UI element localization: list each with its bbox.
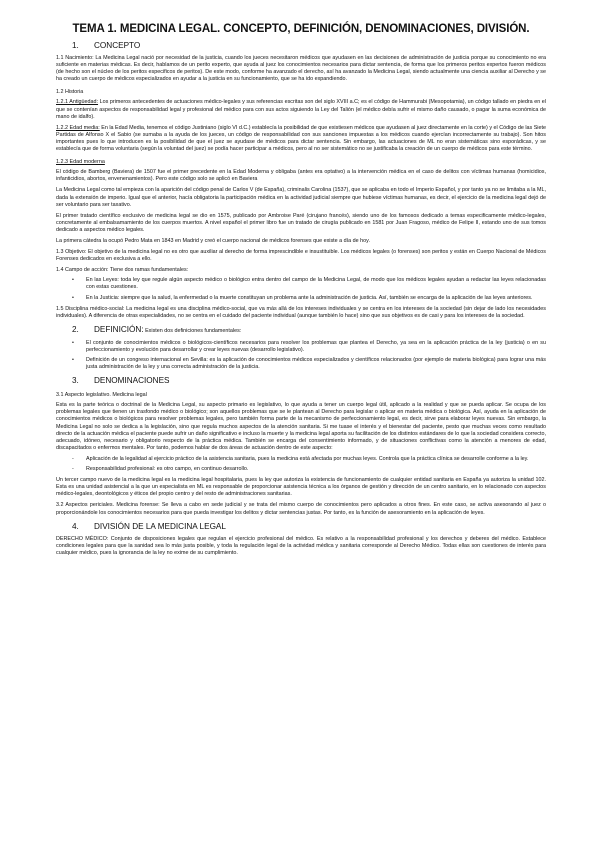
document-title: TEMA 1. MEDICINA LEGAL. CONCEPTO, DEFINICIÓN, DENOMINACIONES, DIVISIÓN. xyxy=(72,23,530,35)
paragraph-label: 3.2 Aspectos periciales. Medicina forense: xyxy=(56,502,160,509)
paragraph-aspecto-legislativo: Esta es la parte teórica o doctrinal de la Medicina Legal, su aspecto primario es legislativo, lo que ayuda a tener un cuerpo legal útil, aplicado a la realidad y que se pueda aplicar. Se ocupa de los problemas legales que tienen un trasfondo médico o biológico; son aquellos problemas que se le plantean al Derecho para legislar o aplicar en materia médica o biológica. Así, ayuda en la aplicación de conocimientos médicos o biológicos para resolver problemas legales, pero también forma parte de la mecanismo de perfeccionamiento legal, es decir, sirve para elaborar leyes nuevas. Sin embargo, la Medicina Legal no solo se dedica a la legislación, sino que regula muchos aspectos de la atención sanitaria. Si me tuase el interés y el bienestar del paciente, pesto que muchas veces como resultado directo de la actuación médica el paciente puede sufrir un daño significativo e incluso la muerte y la medicina legal aporta su facilitación de los distintos estándares de lo que la sociedad considera correcto, adecuado, idóneo, necesario y obligatorio respecto de la práctica médica. También se encarga del consentimiento informado, y de situaciones conflictivas como la atención a menores de edad, discapacitados o enfermos mentales. Por tanto, podemos hablar de dos áreas de actuación dentro de este aspecto: xyxy=(56,402,546,451)
paragraph-antiguedad xyxy=(56,99,546,120)
section-title: DENOMINACIONES xyxy=(94,376,170,386)
paragraph-label: DERECHO MÉDICO: xyxy=(56,535,109,542)
section-title-rest: Existen dos definiciones fundamentales: xyxy=(143,327,242,334)
paragraph-disciplina xyxy=(56,306,546,320)
section-heading-denominaciones xyxy=(72,376,546,386)
paragraph-derecho-medico xyxy=(56,536,546,557)
paragraph-text: La medicina legal es una disciplina médico-social, que va más allá de los intereses individuales y se centra en los intereses de la sociedad (sin dejar de lado los necesidades individuales). A diferencia de otras especialidades, no se centra en el cuidado del paciente individual (aunque también lo hace) sino que sus objetivos es de casi y para los intereses de la sociedad. xyxy=(56,305,546,319)
paragraph-campo xyxy=(56,267,546,274)
paragraph-label: 1.4 Campo de acción: xyxy=(56,267,109,274)
paragraph-primer-tratado: El primer tratado científico exclusivo de medicina legal se dio en 1575, publicado por Ambroise Paré (cirujano francés), siendo uno de los famosos dedicado a temas especificamente médico-legales, concretamente al embalsamamiento de los cuerpos muertos. A nivel español el primer libro fue un tratado de cirugía publicado en 1581 por Juan Fragoso, médico de Felipe II, estando uno de sus tomos dedicado a aspectos médico legales. xyxy=(56,212,546,233)
paragraph-label: 1.3 Objetivo: xyxy=(56,249,87,256)
section-number: 3. xyxy=(72,376,79,386)
paragraph-label: 1.5 Disciplina médico-social: xyxy=(56,305,125,312)
paragraph-label: 1.2.1 Antigüedad: xyxy=(56,99,99,106)
section-number: 1. xyxy=(72,41,79,50)
list-item: • El conjunto de conocimientos médicos o biológicos-científicos necesarios para resolver los problemas que plantea el Derecho, ya sea en la aplicación práctica de la ley (justicia) o en su perfeccionamiento y evolución para desarrollar y crear leyes nuevas (desarrollo legislativo). xyxy=(56,340,546,354)
section-number: 2. xyxy=(72,324,79,334)
subheading-edad-moderna: 1.2.3 Edad moderna xyxy=(56,159,105,166)
paragraph-aspectos-periciales xyxy=(56,502,546,516)
paragraph-ml-hospitalaria: Un tercer campo nuevo de la medicina legal es la medicina legal hospitalaria, pues la ley que autoriza la existencia de funcionamiento de cualquier entidad sanitaria en España ya autoriza la unidad 102. Esta es una unidad asistencial a la que un especialista en ML es responsable de proporcionar asistencia técnica a los órganos de gestión y dirección de un centro sanitario, en lo relacionado con aspectos médico-legales, deontológicos y éticos del propio centro y del resto de administraciones sanitarias. xyxy=(56,477,546,498)
paragraph-text: La Medicina Legal nació por necesidad de la justicia, cuando los jueces necesitaron médicos que ayudasen en las decisiones de administración de justicia porque su conocimiento no era suficiente en materias médicas. Es decir, hablamos de un perito experto, que ayuda al juez los conocimientos necesarios para dictar sentencia, de forma que los primeros peritos expertos fueron médicos (de hecho son el núcleo de los peritos especificos de peritos). De este modo, conforme ha avanzado el derecho, así ha avanzado la Medicina Legal, siendo actualmente una ciencia auxiliar al Derecho y se ha creado un cuerpo de médicos especializados en ayudar a la justicia en su funcionamiento, que se ha ido expandiendo. xyxy=(56,55,546,83)
list-item: • Definición de un congreso internacional en Sevilla: es la aplicación de conocimientos médicos especializados y científicos relacionados (por ejemplo de materia biológica) para lograr una más justa administración de la ley y una correcta administración de la justicia. xyxy=(56,357,546,371)
section-heading-definicion xyxy=(72,325,546,336)
section-heading-concepto xyxy=(72,41,546,51)
section-title: DEFINICIÓN: xyxy=(94,324,144,334)
section-title: CONCEPTO xyxy=(94,41,141,50)
paragraph-text: En la Edad Media, tenemos el código Justiniano (siglo VI d.C.) establecía la posibilidad de que existiesen médicos que ayudasen al juez directamente en la corte) y el Código de las Siete Partidas de Alfonso X el Sabio (se sumaba a la ayuda de los jueces, un código de responsabilidad con sus sanciones impuestas a los médicos cuando ejercían incorrectamente su trabajo). Son hitos importantes pues lo que introducen es la posibilidad de que el juez se ayudase de médicos para dictar sentencia. Sin embargo, las actuaciones de ML no eran sistemáticas sino esporádicas, y se establecía que de forma voluntaria (según la voluntad del juez) se podía hacer participar a médicos, pero al no ser sistemático no se justificaba la creación de un cuerpo de médicos para este término. xyxy=(56,124,546,153)
subheading-historia: 1.2 Historia xyxy=(56,89,84,96)
list-item: - Responsabilidad profesional: es otro campo, en continuo desarrollo. xyxy=(56,466,546,473)
section-heading-division xyxy=(72,522,546,532)
subheading-aspecto-legislativo: 3.1 Aspecto legislativo. Medicina legal xyxy=(56,392,147,399)
definicion-list xyxy=(56,340,546,371)
paragraph-text: Tiene dos ramas fundamentales: xyxy=(108,267,189,274)
paragraph-text: Los primeros antecedentes de actuaciones médico-legales y sus referencias escritas son del siglo XVIII a.C; es el código de Hammurabi (Mesopotamia), un código tallado en piedra en el que se contenían aspectos de responsabilidad legal y profesional del médico para con sus actos siguiendo la Ley del Talión (el médico debía sufrir el mismo daño causado, o pagar la suma económica de mano de idalfo). xyxy=(56,99,546,120)
paragraph-text: Se lleva a cabo en sede judicial y se trata del mismo cuerpo de conocimientos pero aplicados a otros fines. En este caso, se activa asesorando al juez o proporcionándole los conocimientos necesarios para que pueda investigar los delitos y dictar sentencias justas. Por tanto, es la función de asesoramiento en la aplicación de leyes. xyxy=(56,502,546,516)
paragraph-primera-catedra: La primera cátedra la ocupó Pedro Mata en 1843 en Madrid y creó el cuerpo nacional de médicos forenses que existe a día de hoy. xyxy=(56,237,370,244)
paragraph-nacimiento xyxy=(56,55,546,83)
paragraph-edad-media xyxy=(56,125,546,153)
section-number: 4. xyxy=(72,521,79,531)
paragraph-text: El objetivo de la medicina legal no es otro que auxiliar al derecho de forma imprescindible e insustituible. Los médicos legales (o forenses) son peritos y están en Cuerpo Nacional de Médicos Forenses dedicados en exclusiva a ello. xyxy=(56,249,546,263)
section-title: DIVISIÓN DE LA MEDICINA LEGAL xyxy=(94,521,226,531)
list-item: • En la Justicia: siempre que la salud, la enfermedad o la muerte constituyan un problema ante la administración de justicia. Así, también se encarga de la aplicación de las leyes anteriores. xyxy=(56,295,546,302)
paragraph-text: Conjunto de disposiciones legales que regulan el ejercicio profesional del médico. Es relativo a la responsabilidad profesional y los derechos y deberes del médico. Establece condiciones legales para que la sanidad sea lo más justa posible, y toda la regulación legal de la actividad médica y sanitaria corresponde al Derecho Médico. Todas ellas son cuestiones de interés para cualquier médico, pues la ignorancia de la ley no exime de su cumplimiento. xyxy=(56,535,546,556)
areas-list xyxy=(56,456,546,473)
paragraph-bamberg: El código de Bamberg (Baviera) de 1507 fue el primer precedente en la Edad Moderna y obligaba (antes era optativo) a la intervención médica en el caso de delitos con víctimas humanas (homicidios, infanticidios, abortos, envenenamientos). Pero este código solo se aplicó en Baviera xyxy=(56,169,546,183)
list-item: • En las Leyes: toda ley que regule algún aspecto médico o biológico entra dentro del campo de la Medicina Legal, de modo que los médicos legales ayudan a redactar las leyes relacionadas con estas cuestiones. xyxy=(56,277,546,291)
campo-list xyxy=(56,277,546,301)
list-item: - Aplicación de la legalidad al ejercicio práctico de la asistencia sanitaria, pues la medicina está afectada por muchas leyes. Controla que la práctica clínica se desarrolle conforme a la ley. xyxy=(56,456,546,463)
paragraph-objetivo xyxy=(56,249,546,263)
paragraph-carolina: La Medicina Legal como tal empieza con la aparición del código penal de Carlos V (de España), criminalis Carolina (1537), que se aplicaba en todo el Imperio Español, y por tanto ya no se limitaba a la ML, dada la extensión de imperio. Igual que el anterior, hacía obligatoria la participación médica en la actividad judicial siempre que hubiese víctimas humanas, es decir, el ejercicio de la medicina legal dejó de ser voluntario para ser taxativo. xyxy=(56,187,546,208)
paragraph-label: 1.2.2 Edad media: xyxy=(56,124,100,131)
paragraph-label: 1.1 Nacimiento: xyxy=(56,55,94,61)
